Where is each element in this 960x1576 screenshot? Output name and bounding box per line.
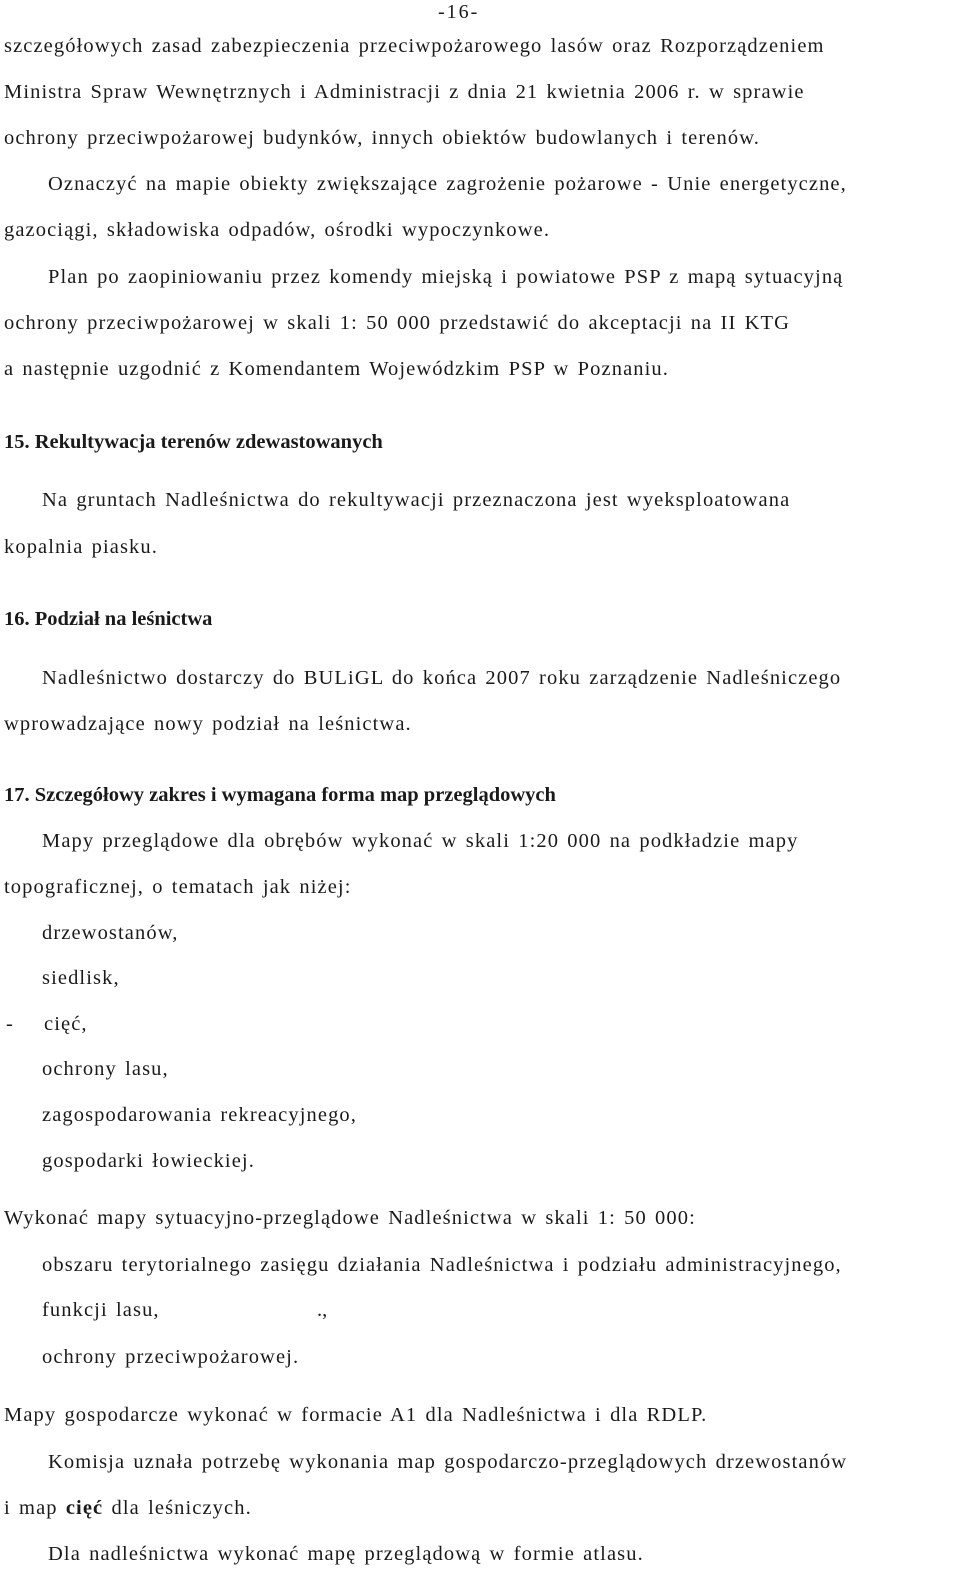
section-15-heading: 15. Rekultywacja terenów zdewastowanych — [4, 431, 383, 453]
commission-line-2-prefix: i map — [4, 1497, 58, 1519]
mark-line-2: gazociągi, składowiska odpadów, ośrodki wypoczynkowe. — [4, 219, 551, 241]
list-item-lowiectwo: gospodarki łowieckiej. — [42, 1150, 255, 1172]
situational-item-2: funkcji lasu, — [42, 1299, 160, 1321]
plan-line-1: Plan po zaopiniowaniu przez komendy miejską i powiatowe PSP z mapą sytuacyjną — [48, 266, 844, 288]
list-item-siedlisk: siedlisk, — [42, 967, 120, 989]
commission-line-2 — [4, 1495, 252, 1521]
intro-line-3: ochrony przeciwpożarowej budynków, innych obiektów budowlanych i terenów. — [4, 127, 760, 149]
commission-line-2-bold: cięć — [65, 1497, 104, 1519]
format-line: Mapy gospodarcze wykonać w formacie A1 dla Nadleśnictwa i dla RDLP. — [4, 1404, 708, 1426]
intro-line-2: Ministra Spraw Wewnętrznych i Administracji z dnia 21 kwietnia 2006 r. w sprawie — [4, 81, 805, 103]
section-17-heading: 17. Szczegółowy zakres i wymagana forma map przeglądowych — [4, 784, 556, 806]
intro-line-1: szczegółowych zasad zabezpieczenia przeciwpożarowego lasów oraz Rozporządzeniem — [4, 35, 825, 57]
page-number: -16- — [438, 1, 480, 23]
commission-line-2-suffix: dla leśniczych. — [111, 1497, 252, 1519]
plan-line-2: ochrony przeciwpożarowej w skali 1: 50 000 przedstawić do akceptacji na II KTG — [4, 312, 791, 334]
mark-line-1: Oznaczyć na mapie obiekty zwiększające zagrożenie pożarowe - Unie energetyczne, — [48, 173, 847, 195]
list-item-ochrony-lasu: ochrony lasu, — [42, 1058, 169, 1080]
section-17-line-1: Mapy przeglądowe dla obrębów wykonać w skali 1:20 000 na podkładzie mapy — [42, 830, 799, 852]
situational-item-3: ochrony przeciwpożarowej. — [42, 1346, 300, 1368]
atlas-line: Dla nadleśnictwa wykonać mapę przeglądową w formie atlasu. — [48, 1543, 644, 1565]
section-16-line-2: wprowadzające nowy podział na leśnictwa. — [4, 713, 412, 735]
section-16-line-1: Nadleśnictwo dostarczy do BULiGL do końca 2007 roku zarządzenie Nadleśniczego — [42, 667, 842, 689]
situational-line: Wykonać mapy sytuacyjno-przeglądowe Nadleśnictwa w skali 1: 50 000: — [4, 1207, 696, 1229]
section-16-heading: 16. Podział na leśnictwa — [4, 608, 213, 630]
plan-line-3: a następnie uzgodnić z Komendantem Wojewódzkim PSP w Poznaniu. — [4, 358, 669, 380]
stray-mark: ., — [317, 1299, 328, 1321]
list-dash: - — [6, 1013, 13, 1035]
section-15-line-1: Na gruntach Nadleśnictwa do rekultywacji przeznaczona jest wyeksploatowana — [42, 489, 791, 511]
section-17-line-2: topograficznej, o tematach jak niżej: — [4, 876, 352, 898]
commission-line-1: Komisja uznała potrzebę wykonania map gospodarczo-przeglądowych drzewostanów — [48, 1451, 848, 1473]
section-15-line-2: kopalnia piasku. — [4, 536, 158, 558]
list-item-drzewostanow: drzewostanów, — [42, 922, 179, 944]
situational-item-1: obszaru terytorialnego zasięgu działania Nadleśnictwa i podziału administracyjnego, — [42, 1254, 842, 1276]
list-item-ciec: cięć, — [44, 1013, 88, 1035]
list-item-rekreacja: zagospodarowania rekreacyjnego, — [42, 1104, 357, 1126]
